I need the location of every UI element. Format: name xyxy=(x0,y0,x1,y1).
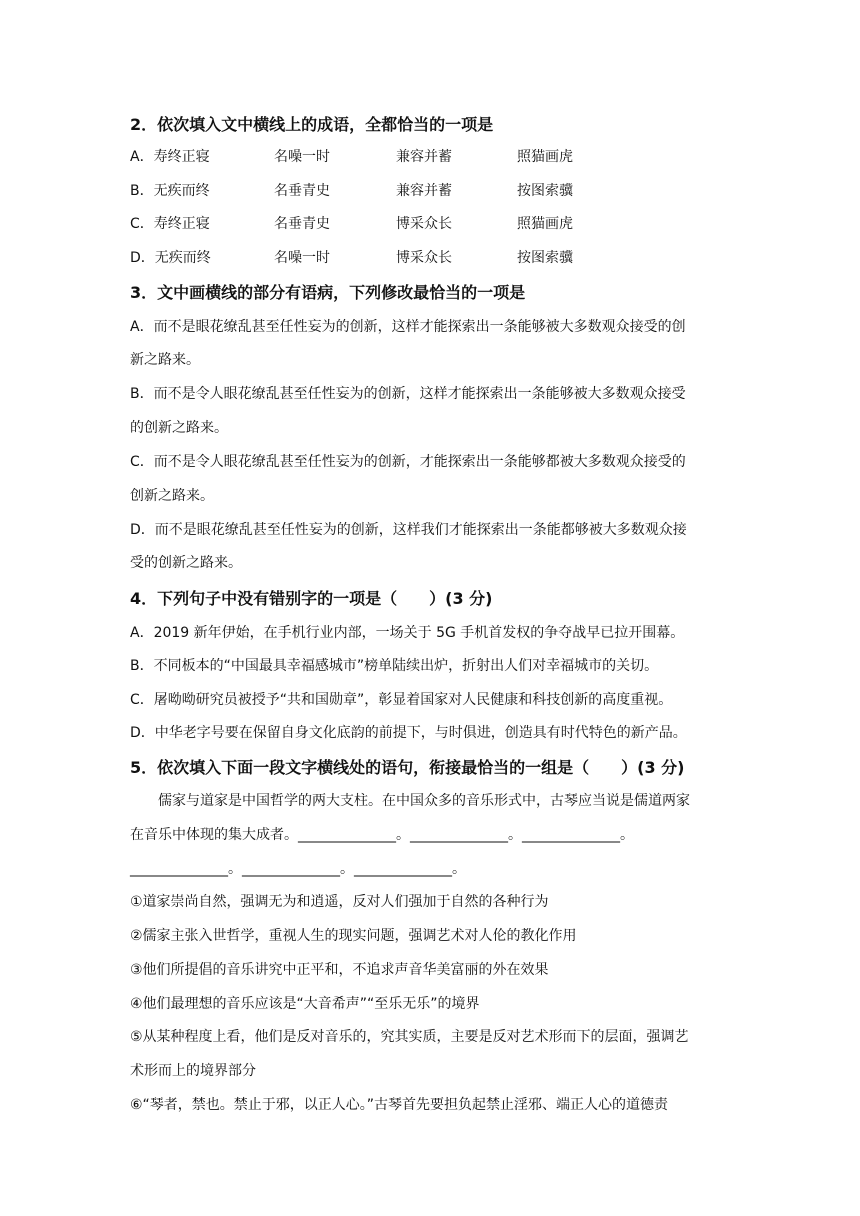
question-5-statement: ⑥“琴者，禁也。禁止于邪，以正人心。”古琴首先要担负起禁止淫邪、端正人心的道德责 xyxy=(130,1097,669,1113)
question-4-option-d: D．中华老字号要在保留自身文化底韵的前提下，与时俱进，创造具有时代特色的新产品。 xyxy=(130,725,687,741)
question-3-option-line: A．而不是眼花缭乱甚至任性妄为的创新，这样才能探索出一条能够被大多数观众接受的创 xyxy=(130,319,686,335)
question-5-passage-line: 在音乐中体现的集大成者。______________。______________。______________。 xyxy=(130,827,634,843)
question-4-title: 4．下列句子中没有错别字的一项是（ ）(3 分) xyxy=(130,589,493,608)
option-word: 名噪一时 xyxy=(274,250,330,266)
option-word: 博采众长 xyxy=(396,250,452,266)
question-3-option-line: 新之路来。 xyxy=(130,352,200,368)
question-5-statement: ⑤从某种程度上看，他们是反对音乐的，究其实质，主要是反对艺术形而下的层面，强调艺 xyxy=(130,1029,689,1045)
question-5-title: 5．依次填入下面一段文字横线处的语句，衔接最恰当的一组是（ ）(3 分) xyxy=(130,758,685,777)
option-word: 按图索骥 xyxy=(517,250,573,266)
option-word: 兼容并蓄 xyxy=(396,183,452,199)
question-4-option-a: A．2019 新年伊始，在手机行业内部，一场关于 5G 手机首发权的争夺战早已拉开围幕。 xyxy=(130,625,685,641)
question-3-option-line: 的创新之路来。 xyxy=(130,420,228,436)
question-4-option-b: B．不同板本的“中国最具幸福感城市”榜单陆续出炉，折射出人们对幸福城市的关切。 xyxy=(130,658,659,674)
question-5-passage-line: 儒家与道家是中国哲学的两大支柱。在中国众多的音乐形式中，古琴应当说是儒道两家 xyxy=(158,793,690,809)
option-word: 照猫画虎 xyxy=(517,216,573,232)
question-5-statement: ④他们最理想的音乐应该是“大音希声”“至乐无乐”的境界 xyxy=(130,996,480,1012)
option-word: 名垂青史 xyxy=(274,183,330,199)
question-3-option-line: 创新之路来。 xyxy=(130,488,214,504)
question-5-passage-line: ______________。______________。______________。 xyxy=(130,861,466,877)
option-word: D．无疾而终 xyxy=(130,250,211,266)
option-word: 兼容并蓄 xyxy=(396,149,452,165)
option-word: 照猫画虎 xyxy=(517,149,573,165)
question-5-statement: ①道家崇尚自然，强调无为和逍遥，反对人们强加于自然的各种行为 xyxy=(130,894,549,910)
question-5-statement: ③他们所提倡的音乐讲究中正平和，不追求声音华美富丽的外在效果 xyxy=(130,962,549,978)
question-3-option-line: 受的创新之路来。 xyxy=(130,555,242,571)
option-word: B．无疾而终 xyxy=(130,183,210,199)
question-5-statement: 术形而上的境界部分 xyxy=(130,1063,256,1079)
option-word: 博采众长 xyxy=(396,216,452,232)
option-word: 按图索骥 xyxy=(517,183,573,199)
question-3-option-line: B．而不是令人眼花缭乱甚至任性妄为的创新，这样才能探索出一条能够被大多数观众接受 xyxy=(130,386,686,402)
question-5-statement: ②儒家主张入世哲学，重视人生的现实问题，强调艺术对人伦的教化作用 xyxy=(130,928,577,944)
question-3-option-line: D．而不是眼花缭乱甚至任性妄为的创新，这样我们才能探索出一条能都够被大多数观众接 xyxy=(130,522,687,538)
option-word: C．寿终正寝 xyxy=(130,216,210,232)
question-3-title: 3．文中画横线的部分有语病，下列修改最恰当的一项是 xyxy=(130,283,526,302)
option-word: 名噪一时 xyxy=(274,149,330,165)
option-word: 名垂青史 xyxy=(274,216,330,232)
question-2-title: 2．依次填入文中横线上的成语，全都恰当的一项是 xyxy=(130,115,494,134)
option-word: A．寿终正寝 xyxy=(130,149,210,165)
question-4-option-c: C．屠呦呦研究员被授予“共和国勋章”，彰显着国家对人民健康和科技创新的高度重视。 xyxy=(130,692,673,708)
question-3-option-line: C．而不是令人眼花缭乱甚至任性妄为的创新，才能探索出一条能够都被大多数观众接受的 xyxy=(130,454,686,470)
